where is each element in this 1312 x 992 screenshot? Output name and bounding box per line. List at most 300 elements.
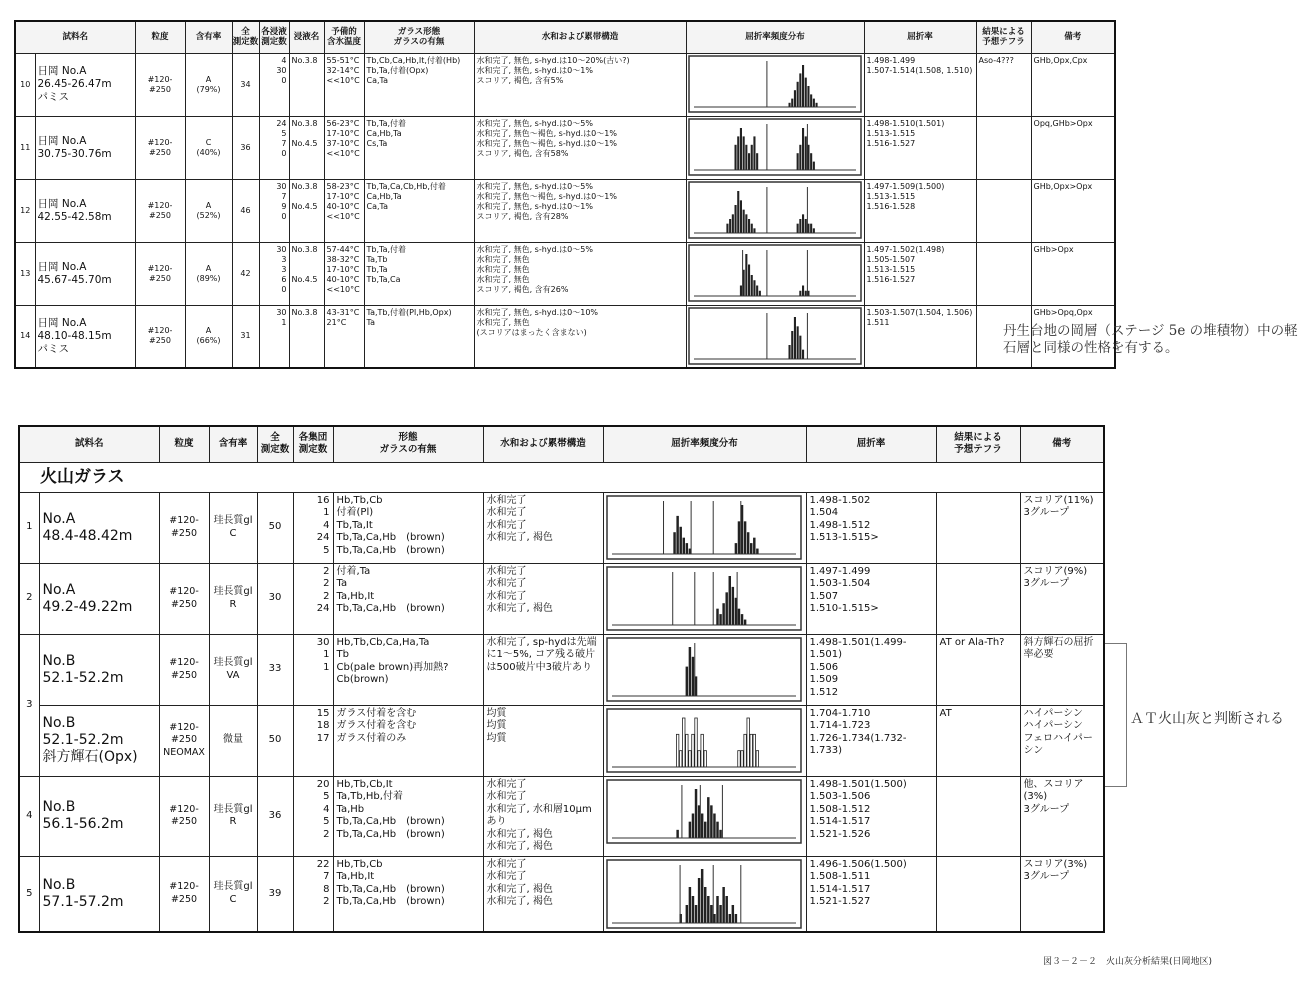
sample-name-text: No.B 56.1-56.2m xyxy=(42,799,124,832)
group-counts xyxy=(293,634,333,705)
histogram-bar xyxy=(722,603,724,625)
table1-row xyxy=(15,242,1115,305)
hydration-structure xyxy=(483,634,603,705)
remarks-text: GHb,Opx,Cpx xyxy=(1033,55,1088,65)
ri-histogram xyxy=(688,181,862,239)
table1-row xyxy=(15,53,1115,116)
histogram-cell xyxy=(686,116,864,179)
refractive-index-text: 1.498-1.510(1.501) 1.513-1.515 1.516-1.527 xyxy=(866,118,945,148)
header-sample: 試料名 xyxy=(19,426,159,462)
histogram-bar xyxy=(799,290,801,295)
hydration-structure xyxy=(483,776,603,856)
group-counts xyxy=(293,776,333,856)
total-count-text: 39 xyxy=(268,887,282,899)
sample-name-text: No.B 57.1-57.2m xyxy=(42,876,124,910)
histogram-bar xyxy=(682,537,684,553)
histogram-bar xyxy=(688,750,690,766)
content-rate-text: A (66%) xyxy=(196,326,221,346)
refractive-index-text: 1.496-1.506(1.500) 1.508-1.511 1.514-1.517 1.521-1.527 xyxy=(809,858,907,907)
sample-name-text: 日岡 No.A 45.67-45.70m xyxy=(37,260,112,286)
row-number xyxy=(15,179,35,242)
histogram-bar xyxy=(756,750,758,766)
content-rate-text: 珪長質gl C xyxy=(213,515,253,539)
remarks-text: 他、スコリア(3%) 3グループ xyxy=(1023,778,1084,815)
liquid-counts-text: 30 7 9 0 xyxy=(276,181,287,221)
ri-histogram xyxy=(606,779,802,844)
table2-header-row xyxy=(19,426,1104,462)
header-ri: 屈折率 xyxy=(864,21,976,53)
remarks xyxy=(1020,856,1104,932)
histogram-bar xyxy=(810,153,812,170)
hydration-structure-text: 水和完了, 無色, s-hyd.は0～5% 水和完了, 無色 水和完了, 無色 水和完了, 無色 スコリア, 褐色, 含有26% xyxy=(476,244,593,294)
content-rate xyxy=(209,776,257,856)
histogram-bar xyxy=(676,829,678,837)
histogram-bar xyxy=(682,718,684,767)
histogram-bar xyxy=(753,136,755,170)
histogram-bar xyxy=(802,214,804,233)
remarks xyxy=(1020,563,1104,634)
sample-name-text: No.B 52.1-52.2m xyxy=(42,652,124,686)
ri-histogram xyxy=(688,118,862,176)
sample-name xyxy=(39,634,159,705)
histogram-bar xyxy=(791,331,793,359)
liquid-name xyxy=(289,242,324,305)
brace-bracket xyxy=(1105,643,1127,787)
row-number xyxy=(15,53,35,116)
histogram-bar xyxy=(788,345,790,359)
histogram-bar xyxy=(700,813,702,838)
table2-row xyxy=(19,705,1104,776)
hydration-structure xyxy=(474,53,686,116)
table2-row xyxy=(19,634,1104,705)
histogram-bar xyxy=(700,869,702,923)
expected-tephra xyxy=(936,856,1020,932)
histogram-bar xyxy=(791,98,793,106)
table2-row xyxy=(19,563,1104,634)
histogram-bar xyxy=(700,734,702,767)
glass-shape xyxy=(333,856,483,932)
histogram-bar xyxy=(804,136,806,170)
temperature xyxy=(324,53,364,116)
ri-histogram xyxy=(606,859,802,929)
histogram-frame xyxy=(689,308,861,364)
remarks-text: GHb>Opq,Opx xyxy=(1033,307,1093,317)
total-count xyxy=(232,116,259,179)
row-number-text: 12 xyxy=(20,205,31,215)
histogram-bar xyxy=(802,128,804,170)
row-number-text: 5 xyxy=(26,887,33,899)
content-rate xyxy=(209,634,257,705)
grain-size xyxy=(159,776,209,856)
refractive-index-text: 1.498-1.499 1.507-1.514(1.508, 1.510) xyxy=(866,55,973,75)
histogram-bar xyxy=(750,734,752,767)
content-rate-text: 珪長質gl VA xyxy=(213,657,253,681)
histogram-bar xyxy=(707,797,709,838)
histogram-bar xyxy=(799,335,801,358)
hydration-structure xyxy=(483,563,603,634)
hydration-structure xyxy=(474,179,686,242)
row-number xyxy=(15,116,35,179)
grain-size-text: #120- #250 xyxy=(147,263,173,283)
content-rate-text: 珪長質gl R xyxy=(213,803,253,827)
remarks xyxy=(1020,776,1104,856)
expected-tephra xyxy=(936,563,1020,634)
sample-name-text: 日岡 No.A 26.45-26.47m パミス xyxy=(37,65,112,103)
header-sample: 試料名 xyxy=(15,21,135,53)
total-count-text: 36 xyxy=(240,142,251,152)
row-number-text: 14 xyxy=(20,331,31,341)
sample-name-text: No.A 48.4-48.42m xyxy=(42,510,133,544)
refractive-index-text: 1.498-1.502 1.504 1.498-1.512 1.513-1.515> xyxy=(809,494,879,543)
temperature xyxy=(324,179,364,242)
glass-shape xyxy=(333,563,483,634)
header-histogram: 屈折率頻度分布 xyxy=(603,426,806,462)
sample-name xyxy=(35,179,135,242)
glass-shape-text: Tb,Ta,Ca,Cb,Hb,付着 Ca,Hb,Ta Ca,Ta xyxy=(366,181,446,211)
refractive-index-text: 1.704-1.710 1.714-1.723 1.726-1.734(1.732-1.733) xyxy=(809,707,907,756)
histogram-bar xyxy=(731,214,733,233)
remarks-text: スコリア(9%) 3グループ xyxy=(1023,565,1088,589)
hydration-structure xyxy=(483,856,603,932)
histogram-bar xyxy=(697,878,699,923)
histogram-bar xyxy=(685,734,687,767)
grain-size xyxy=(159,563,209,634)
histogram-bar xyxy=(810,94,812,107)
content-rate xyxy=(185,305,232,368)
content-rate xyxy=(185,242,232,305)
liquid-name-text: No.3.8 No.4.5 xyxy=(291,118,318,148)
liquid-counts-text: 30 1 xyxy=(276,307,287,327)
glass-shape-text: Hb,Tb,Cb,It Ta,Tb,Hb,付着 Ta,Hb Tb,Ta,Ca,Hb (brown) Tb,Ta,Ca,Hb (brown) xyxy=(336,778,445,840)
histogram-bar xyxy=(710,805,712,838)
header-notes: 備考 xyxy=(1031,21,1115,53)
histogram-bar xyxy=(710,905,712,923)
content-rate-text: 珪長質gl C xyxy=(213,881,253,905)
total-count xyxy=(232,305,259,368)
grain-size-text: #120-#250 xyxy=(169,881,199,905)
temperature xyxy=(324,305,364,368)
histogram-bar xyxy=(725,896,727,923)
refractive-index xyxy=(806,492,936,563)
histogram-bar xyxy=(676,515,678,553)
remarks-text: 斜方輝石の屈折率必要 xyxy=(1023,636,1094,660)
refractive-index xyxy=(864,116,976,179)
glass-shape-text: Tb,Ta,付着 Ca,Hb,Ta Cs,Ta xyxy=(366,118,407,148)
analysis-table-1 xyxy=(14,20,1116,369)
header-tephra: 結果による 予想テフラ xyxy=(976,21,1031,53)
expected-tephra xyxy=(976,116,1031,179)
histogram-bar xyxy=(707,896,709,923)
histogram-bar xyxy=(742,209,744,232)
expected-tephra xyxy=(976,179,1031,242)
histogram-cell xyxy=(686,242,864,305)
histogram-bar xyxy=(804,77,806,106)
expected-tephra-text: AT or Ala-Th? xyxy=(939,636,1005,648)
histogram-frame xyxy=(607,638,801,701)
sample-name xyxy=(35,305,135,368)
content-rate xyxy=(185,116,232,179)
hydration-structure-text: 水和完了, 無色, s-hyd.は0～5% 水和完了, 無色～褐色, s-hyd.は0～1% 水和完了, 無色, s-hyd.は0～1% スコリア, 褐色, 含有28% xyxy=(476,181,617,221)
row-number-text: 2 xyxy=(26,592,33,604)
histogram-bar xyxy=(685,666,687,695)
sample-name-text: 日岡 No.A 48.10-48.15m パミス xyxy=(37,316,112,355)
refractive-index xyxy=(864,179,976,242)
group-counts xyxy=(293,563,333,634)
at-conclusion-note: ＡＴ火山灰と判断される xyxy=(1130,711,1284,727)
histogram-frame xyxy=(607,496,801,559)
stage5e-note: 丹生台地の岡層（ステージ 5e の堆積物）中の軽石層と同様の性格を有する。 xyxy=(1003,323,1298,356)
grain-size xyxy=(135,179,185,242)
histogram-bar xyxy=(753,537,755,553)
hydration-structure xyxy=(474,116,686,179)
glass-shape xyxy=(364,53,474,116)
histogram-bar xyxy=(807,86,809,107)
grain-size-text: #120-#250 xyxy=(169,803,199,827)
temperature-text: 43-31°C 21°C xyxy=(326,307,360,327)
grain-size-text: #120-#250 xyxy=(169,657,199,681)
sample-name-text: No.A 49.2-49.22m xyxy=(42,581,133,615)
histogram-bar xyxy=(804,219,806,233)
histogram-cell xyxy=(686,179,864,242)
histogram-bar xyxy=(743,619,745,624)
hydration-structure-text: 水和完了 水和完了 水和完了 水和完了, 褐色 xyxy=(486,494,553,543)
refractive-index xyxy=(864,242,976,305)
total-count-text: 46 xyxy=(240,205,251,215)
total-count-text: 33 xyxy=(268,663,282,675)
grain-size-text: #120- #250 xyxy=(147,137,173,157)
histogram-bar xyxy=(731,905,733,923)
histogram-bar xyxy=(737,521,739,554)
refractive-index xyxy=(806,634,936,705)
histogram-bar xyxy=(796,223,798,232)
hydration-structure-text: 水和完了, 無色, s-hyd.は0～5% 水和完了, 無色～褐色, s-hyd.は0～1% 水和完了, 無色～褐色, s-hyd.は0～1% スコリア, 褐色, 含有58% xyxy=(476,118,617,158)
glass-shape xyxy=(364,242,474,305)
ri-histogram xyxy=(688,307,862,365)
histogram-bar xyxy=(740,614,742,625)
histogram-bar xyxy=(688,821,690,837)
content-rate-text: A (79%) xyxy=(196,74,221,94)
grain-size-text: #120- #250 xyxy=(147,326,173,346)
histogram-bar xyxy=(750,275,752,296)
grain-size xyxy=(159,492,209,563)
histogram-bar xyxy=(804,290,806,295)
remarks-text: スコリア(3%) 3グループ xyxy=(1023,858,1088,882)
histogram-bar xyxy=(726,223,728,232)
histogram-cell xyxy=(603,492,806,563)
glass-shape-text: Hb,Tb,Cb 付着(Pl) Tb,Ta,It Tb,Ta,Ca,Hb (brown) Tb,Ta,Ca,Hb (brown) xyxy=(336,494,445,556)
header-total: 全 測定数 xyxy=(232,21,259,53)
expected-tephra-text: AT xyxy=(939,707,952,719)
histogram-bar xyxy=(812,98,814,106)
liquid-counts xyxy=(259,242,289,305)
histogram-bar xyxy=(799,219,801,233)
grain-size xyxy=(135,53,185,116)
total-count xyxy=(232,53,259,116)
group-counts-text: 20 5 4 5 2 xyxy=(316,778,330,840)
sample-name xyxy=(39,563,159,634)
histogram-bar xyxy=(756,153,758,170)
total-count xyxy=(257,705,293,776)
histogram-bar xyxy=(799,144,801,169)
liquid-name-text: No.3.8 xyxy=(291,307,318,317)
histogram-bar xyxy=(676,734,678,767)
expected-tephra xyxy=(936,492,1020,563)
sample-name xyxy=(39,705,159,776)
histogram-bar xyxy=(745,214,747,233)
group-counts-text: 2 2 2 24 xyxy=(316,565,330,614)
hydration-structure xyxy=(483,492,603,563)
histogram-bar xyxy=(802,285,804,296)
group-counts-text: 22 7 8 2 xyxy=(316,858,330,907)
liquid-counts xyxy=(259,179,289,242)
histogram-bar xyxy=(750,543,752,554)
group-counts xyxy=(293,705,333,776)
total-count xyxy=(257,856,293,932)
ri-histogram xyxy=(606,566,802,631)
total-count xyxy=(257,634,293,705)
histogram-bar xyxy=(746,718,748,767)
refractive-index-text: 1.498-1.501(1.500) 1.503-1.506 1.508-1.512 1.514-1.517 1.521-1.526 xyxy=(809,778,907,840)
refractive-index xyxy=(806,563,936,634)
grain-size xyxy=(135,116,185,179)
content-rate-text: A (52%) xyxy=(196,200,221,220)
remarks xyxy=(1020,492,1104,563)
histogram-bar xyxy=(815,102,817,106)
row-number-text: 1 xyxy=(26,521,33,533)
liquid-counts-text: 24 5 7 0 xyxy=(276,118,287,158)
histogram-bar xyxy=(679,750,681,766)
table1-row xyxy=(15,179,1115,242)
sample-name xyxy=(35,116,135,179)
total-count xyxy=(232,242,259,305)
liquid-counts xyxy=(259,305,289,368)
content-rate-text: A (89%) xyxy=(196,263,221,283)
grain-size-text: #120- #250 xyxy=(147,200,173,220)
histogram-bar xyxy=(748,264,750,296)
row-number-text: 13 xyxy=(20,268,31,278)
temperature-text: 55-51°C 32-14°C <<10°C xyxy=(326,55,360,85)
content-rate-text: 微量 xyxy=(223,734,244,746)
histogram-bar xyxy=(753,734,755,767)
total-count xyxy=(257,776,293,856)
histogram-cell xyxy=(603,563,806,634)
row-number xyxy=(19,563,39,634)
histogram-bar xyxy=(742,136,744,170)
histogram-bar xyxy=(691,734,693,767)
grain-size xyxy=(135,242,185,305)
glass-shape xyxy=(333,705,483,776)
expected-tephra xyxy=(976,242,1031,305)
table2-row xyxy=(19,776,1104,856)
histogram-cell xyxy=(686,305,864,368)
histogram-bar xyxy=(731,586,733,624)
liquid-counts xyxy=(259,53,289,116)
ri-histogram xyxy=(688,55,862,113)
histogram-cell xyxy=(686,53,864,116)
histogram-bar xyxy=(704,821,706,837)
ri-histogram xyxy=(688,244,862,302)
row-number xyxy=(19,492,39,563)
refractive-index-text: 1.497-1.509(1.500) 1.513-1.515 1.516-1.528 xyxy=(866,181,945,211)
glass-shape xyxy=(333,492,483,563)
content-rate xyxy=(185,53,232,116)
row-number-text: 3 xyxy=(26,698,33,710)
histogram-cell xyxy=(603,705,806,776)
histogram-bar xyxy=(739,200,741,233)
header-notes: 備考 xyxy=(1020,426,1104,462)
table2-body xyxy=(19,492,1104,932)
content-rate xyxy=(209,563,257,634)
row-number xyxy=(19,776,39,856)
hydration-structure-text: 均質 均質 均質 xyxy=(486,707,507,744)
figure-caption: 図３－２－２ 火山灰分析結果(日岡地区) xyxy=(1043,957,1213,967)
histogram-bar xyxy=(679,526,681,553)
header-ri: 屈折率 xyxy=(806,426,936,462)
table1-row xyxy=(15,116,1115,179)
histogram-bar xyxy=(716,821,718,837)
sample-name xyxy=(39,776,159,856)
refractive-index xyxy=(806,705,936,776)
row-number xyxy=(15,305,35,368)
expected-tephra xyxy=(936,634,1020,705)
total-count-text: 31 xyxy=(240,331,251,341)
hydration-structure-text: 水和完了 水和完了 水和完了, 水和層10μmあり 水和完了, 褐色 水和完了, 褐色 xyxy=(486,778,592,852)
histogram-bar xyxy=(685,543,687,554)
analysis-table-2 xyxy=(18,425,1105,933)
header-grain: 粒度 xyxy=(159,426,209,462)
total-count-text: 36 xyxy=(268,809,282,821)
header-content: 含有率 xyxy=(185,21,232,53)
refractive-index xyxy=(864,53,976,116)
histogram-bar xyxy=(719,905,721,923)
histogram-bar xyxy=(748,219,750,233)
table1-body xyxy=(15,53,1115,368)
sample-name-text: No.B 52.1-52.2m 斜方輝石(Opx) xyxy=(42,715,138,765)
histogram-bar xyxy=(739,285,741,296)
remarks-text: GHb,Opx>Opx xyxy=(1033,181,1093,191)
group-counts-text: 16 1 4 24 5 xyxy=(316,494,330,556)
histogram-bar xyxy=(725,592,727,625)
refractive-index-text: 1.497-1.502(1.498) 1.505-1.507 1.513-1.515 1.516-1.527 xyxy=(866,244,945,284)
histogram-bar xyxy=(734,914,736,923)
hydration-structure xyxy=(474,242,686,305)
content-rate xyxy=(209,856,257,932)
liquid-counts-text: 4 30 0 xyxy=(276,55,287,85)
remarks-text: GHb>Opx xyxy=(1033,244,1074,254)
group-counts xyxy=(293,492,333,563)
histogram-bar xyxy=(796,326,798,359)
table1-header-row xyxy=(15,21,1115,53)
histogram-bar xyxy=(810,223,812,232)
liquid-name-text: No.3.8 xyxy=(291,55,318,65)
temperature xyxy=(324,242,364,305)
row-number xyxy=(15,242,35,305)
expected-tephra xyxy=(936,776,1020,856)
glass-shape-text: Hb,Tb,Cb Ta,Hb,It Tb,Ta,Ca,Hb (brown) Tb,Ta,Ca,Hb (brown) xyxy=(336,858,445,907)
hydration-structure-text: 水和完了 水和完了 水和完了 水和完了, 褐色 xyxy=(486,565,553,614)
total-count xyxy=(257,492,293,563)
histogram-bar xyxy=(734,543,736,554)
refractive-index xyxy=(864,305,976,368)
histogram-bar xyxy=(737,750,739,766)
temperature-text: 58-23°C 17-10°C 40-10°C <<10°C xyxy=(326,181,360,221)
glass-shape xyxy=(364,116,474,179)
sample-name-text: 日岡 No.A 42.55-42.58m xyxy=(37,197,112,223)
glass-shape-text: ガラス付着を含む ガラス付着を含む ガラス付着のみ xyxy=(336,707,417,744)
histogram-bar xyxy=(728,576,730,625)
histogram-bar xyxy=(793,317,795,359)
histogram-bar xyxy=(694,718,696,767)
